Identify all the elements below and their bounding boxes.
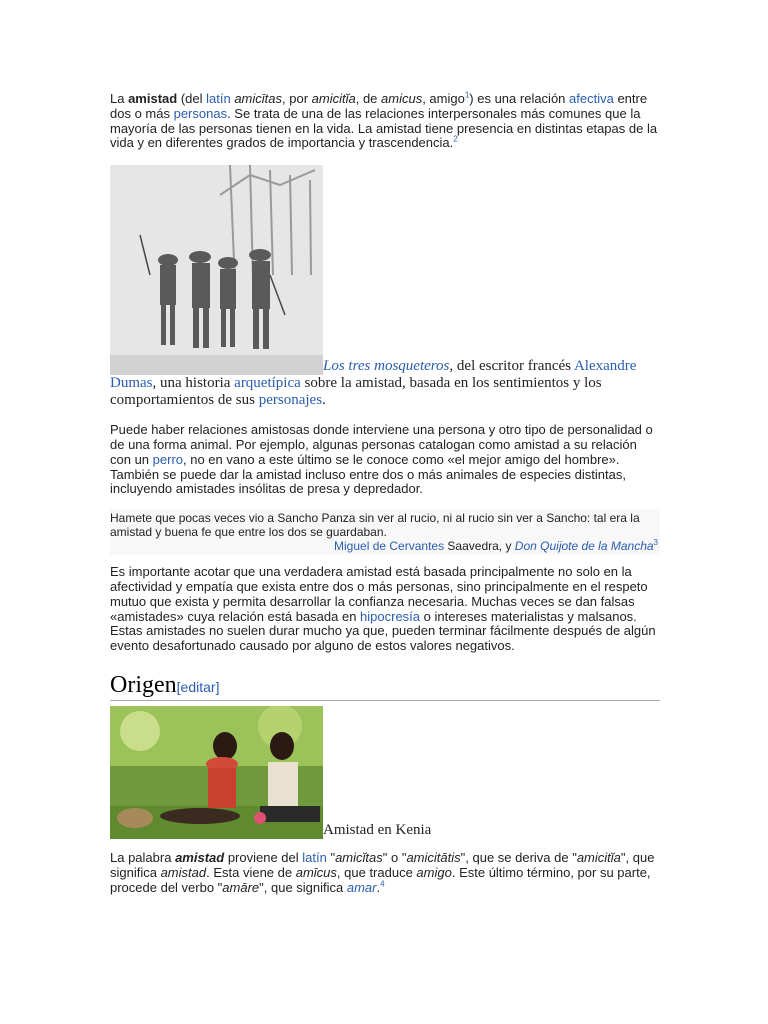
text: . Se trata de una de las relaciones interpersonales más comunes que la mayoría de las personas tienen en la vida. La amistad tiene presencia en distintas etapas de la vida y en diferentes grados de importancia y trascendencia. <box>110 105 658 151</box>
text: proviene del <box>224 849 303 865</box>
caption-text: , del escritor francés <box>449 358 574 375</box>
paragraph-animals <box>110 423 660 497</box>
section-heading-origen <box>110 672 660 701</box>
figure-musketeers <box>110 165 660 409</box>
paragraph-etymology <box>110 851 660 895</box>
edit-link[interactable]: editar <box>180 678 216 695</box>
text: ", que significa <box>259 879 347 895</box>
caption-text: sobre la amistad, basada en los sentimientos y los comportamientos de sus <box>110 375 602 409</box>
text: . Esta viene de <box>206 864 296 880</box>
kenya-photo[interactable] <box>110 706 323 839</box>
text: Es importante acotar que una verdadera amistad está basada principalmente no solo en la afectividad y empatía que exista entre dos o más personas, sino principalmente en el respeto mutuo que exista y permita desarrollar la confianza necesaria. Muchas veces se dan falsas «amistades» cuya relación está basada en <box>110 564 648 624</box>
quote-source <box>110 539 658 553</box>
caption-text: Amistad en Kenia <box>323 821 432 838</box>
figure-kenya <box>110 706 660 839</box>
edit-bracket: [ <box>176 678 181 695</box>
caption-text: , una historia <box>152 375 235 392</box>
text: ", que significa <box>110 849 655 880</box>
quote-block <box>110 509 660 555</box>
link-amar[interactable]: amar <box>346 879 377 895</box>
text: ) es una relación <box>469 91 570 106</box>
link-perro[interactable]: perro <box>152 451 184 467</box>
text: " o " <box>382 849 407 865</box>
text: , por <box>282 91 312 106</box>
section-title: Origen <box>110 671 177 698</box>
edit-bracket: ] <box>215 678 220 695</box>
link-alexandre-dumas[interactable]: Alexandre Dumas <box>110 358 637 392</box>
link-latin[interactable]: latín <box>302 849 327 865</box>
italic-term: amicītas <box>234 91 283 106</box>
text: , no en vano a este último se le conoce como «el mejor amigo del hombre». También se puede dar la amistad incluso entre dos o más animales de especies distintas, incluyendo amistades insólitas de presa y depredador. <box>110 451 626 497</box>
text: Puede haber relaciones amistosas donde interviene una persona y otro tipo de personalidad o de una forma animal. Por ejemplo, algunas personas catalogan como amistad a su relación con un <box>110 422 653 467</box>
italic-term: amīcus <box>295 864 337 880</box>
quote-text: Hamete que pocas veces vio a Sancho Panza sin ver al rucio, ni al rucio sin ver a Sancho: tal era la amistad y buena fe que entre los dos se guardaban. <box>110 511 640 540</box>
italic-term: amāre <box>222 879 260 895</box>
reference-1[interactable]: 1 <box>464 90 470 100</box>
italic-term: amicĭtas <box>335 849 383 865</box>
text: . Este último término, por su parte, procede del verbo " <box>110 864 651 895</box>
link-personajes[interactable]: personajes <box>258 392 323 409</box>
italic-term: amistad <box>160 864 207 880</box>
text: , amigo <box>422 91 465 106</box>
bold-term: amistad <box>128 91 178 106</box>
link-hipocresia[interactable]: hipocresía <box>360 608 421 624</box>
italic-term: amicus <box>381 91 423 106</box>
text: " <box>326 849 336 865</box>
text: , que traduce <box>336 864 417 880</box>
text: Saavedra, y <box>444 539 515 554</box>
article-content <box>110 92 660 895</box>
reference-3[interactable]: 3 <box>653 538 658 548</box>
link-don-quijote[interactable]: Don Quijote de la Mancha <box>514 539 654 554</box>
musketeers-illustration[interactable] <box>110 165 323 375</box>
paragraph-true-friendship <box>110 565 660 654</box>
text: ", que se deriva de " <box>460 849 577 865</box>
caption-text: . <box>322 392 326 409</box>
link-personas[interactable]: personas <box>173 105 228 121</box>
text: La palabra <box>110 849 176 865</box>
italic-term: amicitĭa <box>311 91 356 106</box>
italic-term: amicitĭa <box>576 849 621 865</box>
intro-paragraph <box>110 92 660 151</box>
text: , de <box>355 91 382 106</box>
link-los-tres-mosqueteros[interactable]: Los tres mosqueteros <box>323 358 450 375</box>
bold-italic-term: amistad <box>175 849 225 865</box>
text: La <box>110 91 129 106</box>
reference-4[interactable]: 4 <box>380 879 385 889</box>
text: (del <box>177 91 207 106</box>
link-latin[interactable]: latín <box>206 91 231 106</box>
italic-term: amigo <box>416 864 452 880</box>
italic-term: amicitātis <box>406 849 461 865</box>
text: entre dos o más <box>110 91 648 121</box>
link-afectiva[interactable]: afectiva <box>569 91 614 106</box>
link-miguel-de-cervantes[interactable]: Miguel de Cervantes <box>334 539 445 554</box>
reference-2[interactable]: 2 <box>453 135 458 145</box>
link-arquetipica[interactable]: arquetípica <box>234 375 301 392</box>
text: . <box>376 879 381 895</box>
text: o intereses materialistas y malsanos. Estas amistades no suelen durar mucho ya que, pueden terminar fácilmente después de algún evento desafortunado causado por alguno de estos valores negativos. <box>110 608 656 654</box>
